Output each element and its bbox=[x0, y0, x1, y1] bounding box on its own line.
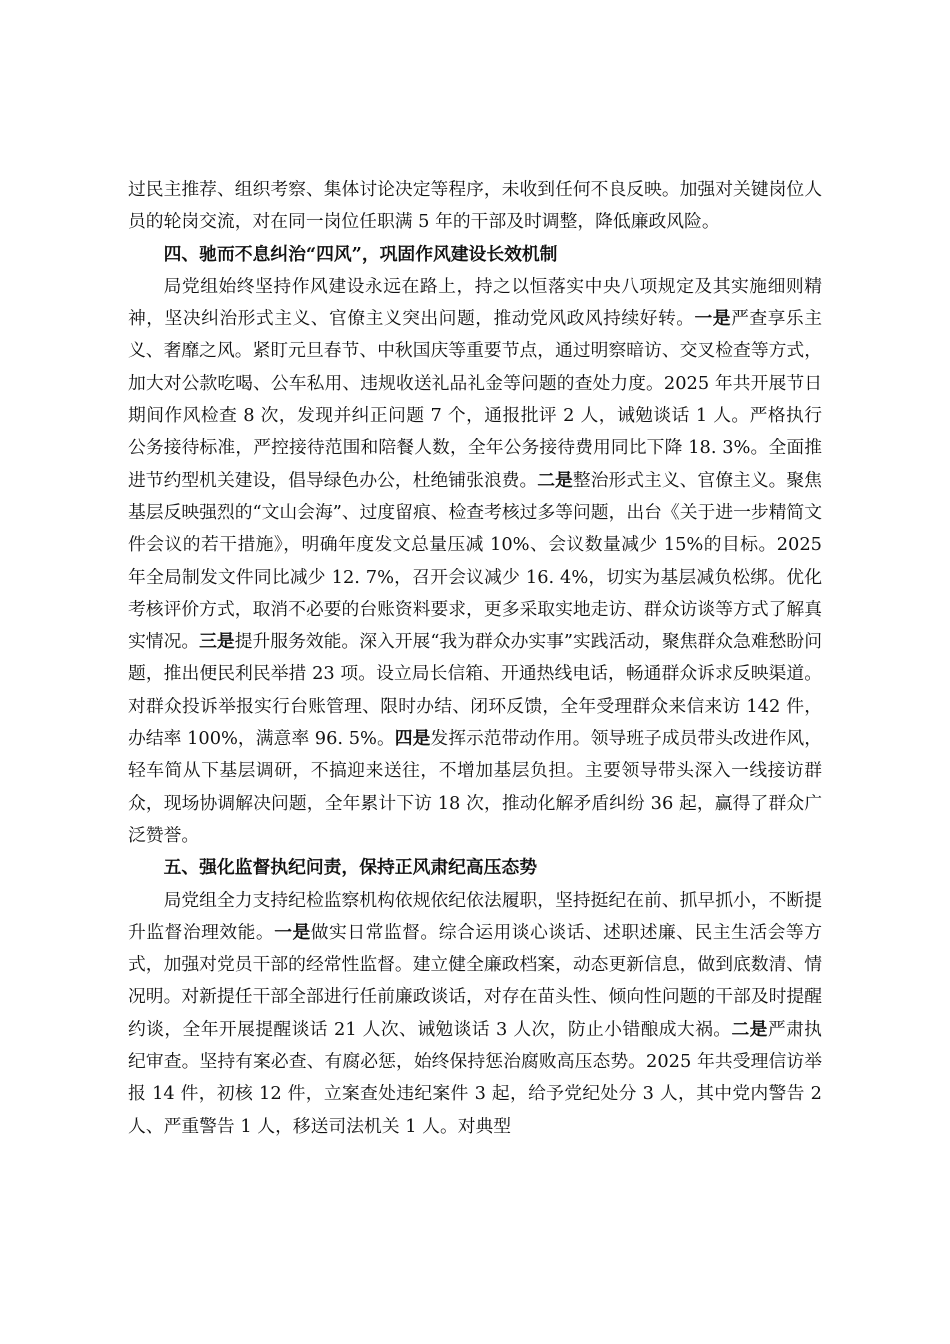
paragraph-intro: 局党组全力支持纪检监察机构依规依纪依法履职，坚持挺纪在前、抓早抓小，不断提升监督治理效能。 bbox=[128, 889, 822, 943]
document-body bbox=[128, 174, 822, 1143]
paragraph-section-5 bbox=[128, 885, 822, 1143]
paragraph-continued: 过民主推荐、组织考察、集体讨论决定等程序，未收到任何不良反映。加强对关键岗位人员的轮岗交流，对在同一岗位任职满 5 年的干部及时调整，降低廉政风险。 bbox=[128, 179, 822, 233]
point-text-2: 整治形式主义、官僚主义。聚焦基层反映强烈的“文山会海”、过度留痕、检查考核过多等问题，出台《关于进一步精简文件会议的若干措施》，明确年度发文总量压减 10%、会议数量减少 15%的目标。2025 年全局制发文件同比减少 12. 7%，召开会议减少 16. 4%，切实为基层减负松绑。优化考核评价方式，取消不必要的台账资料要求，更多采取实地走访、群众访谈等方式了解真实情况。 bbox=[128, 469, 822, 653]
point-marker-2: 二是 bbox=[537, 469, 573, 491]
section-heading-5: 五、强化监督执纪问责，保持正风肃纪高压态势 bbox=[163, 857, 538, 879]
point-text-1: 做实日常监督。综合运用谈心谈话、述职述廉、民主生活会等方式，加强对党员干部的经常性监督。建立健全廉政档案，动态更新信息，做到底数清、情况明。对新提任干部全部进行任前廉政谈话，对存在苗头性、倾向性问题的干部及时提醒约谈，全年开展提醒谈话 21 人次、诫勉谈话 3 人次，防止小错酿成大祸。 bbox=[128, 921, 822, 1040]
point-text-1: 严查享乐主义、奢靡之风。紧盯元旦春节、中秋国庆等重要节点，通过明察暗访、交叉检查等方式，加大对公款吃喝、公车私用、违规收送礼品礼金等问题的查处力度。2025 年共开展节日期间作风检查 8 次，发现并纠正问题 7 个，通报批评 2 人，诫勉谈话 1 人。严格执行公务接待标准，严控接待范围和陪餐人数，全年公务接待费用同比下降 18. 3%。全面推进节约型机关建设，倡导绿色办公，杜绝铺张浪费。 bbox=[128, 308, 822, 491]
section-heading-4: 四、驰而不息纠治“四风”，巩固作风建设长效机制 bbox=[163, 243, 558, 265]
point-text-3: 提升服务效能。深入开展“我为群众办实事”实践活动，聚焦群众急难愁盼问题，推出便民利民举措 23 项。设立局长信箱、开通热线电话，畅通群众诉求反映渠道。对群众投诉举报实行台账管理、限时办结、闭环反馈，全年受理群众来信来访 142 件，办结率 100%，满意率 96. 5%。 bbox=[128, 631, 822, 750]
paragraph-intro: 局党组始终坚持作风建设永远在路上，持之以恒落实中央八项规定及其实施细则精神，坚决纠治形式主义、官僚主义突出问题，推动党风政风持续好转。 bbox=[128, 275, 822, 330]
point-marker-1: 一是 bbox=[694, 308, 732, 330]
point-marker-1: 一是 bbox=[274, 921, 311, 943]
point-marker-4: 四是 bbox=[394, 728, 431, 750]
point-text-2: 严肃执纪审查。坚持有案必查、有腐必惩，始终保持惩治腐败高压态势。2025 年共受理信访举报 14 件，初核 12 件，立案查处违纪案件 3 起，给予党纪处分 3 人，其中党内警告 2 人、严重警告 1 人，移送司法机关 1 人。对典型 bbox=[128, 1018, 822, 1137]
paragraph-section-4 bbox=[128, 271, 822, 852]
point-text-4: 发挥示范带动作用。领导班子成员带头改进作风，轻车简从下基层调研，不搞迎来送往，不增加基层负担。主要领导带头深入一线接访群众，现场协调解决问题，全年累计下访 18 次，推动化解矛盾纠纷 36 起，赢得了群众广泛赞誉。 bbox=[128, 728, 822, 846]
point-marker-3: 三是 bbox=[199, 631, 235, 653]
point-marker-2: 二是 bbox=[731, 1018, 768, 1040]
